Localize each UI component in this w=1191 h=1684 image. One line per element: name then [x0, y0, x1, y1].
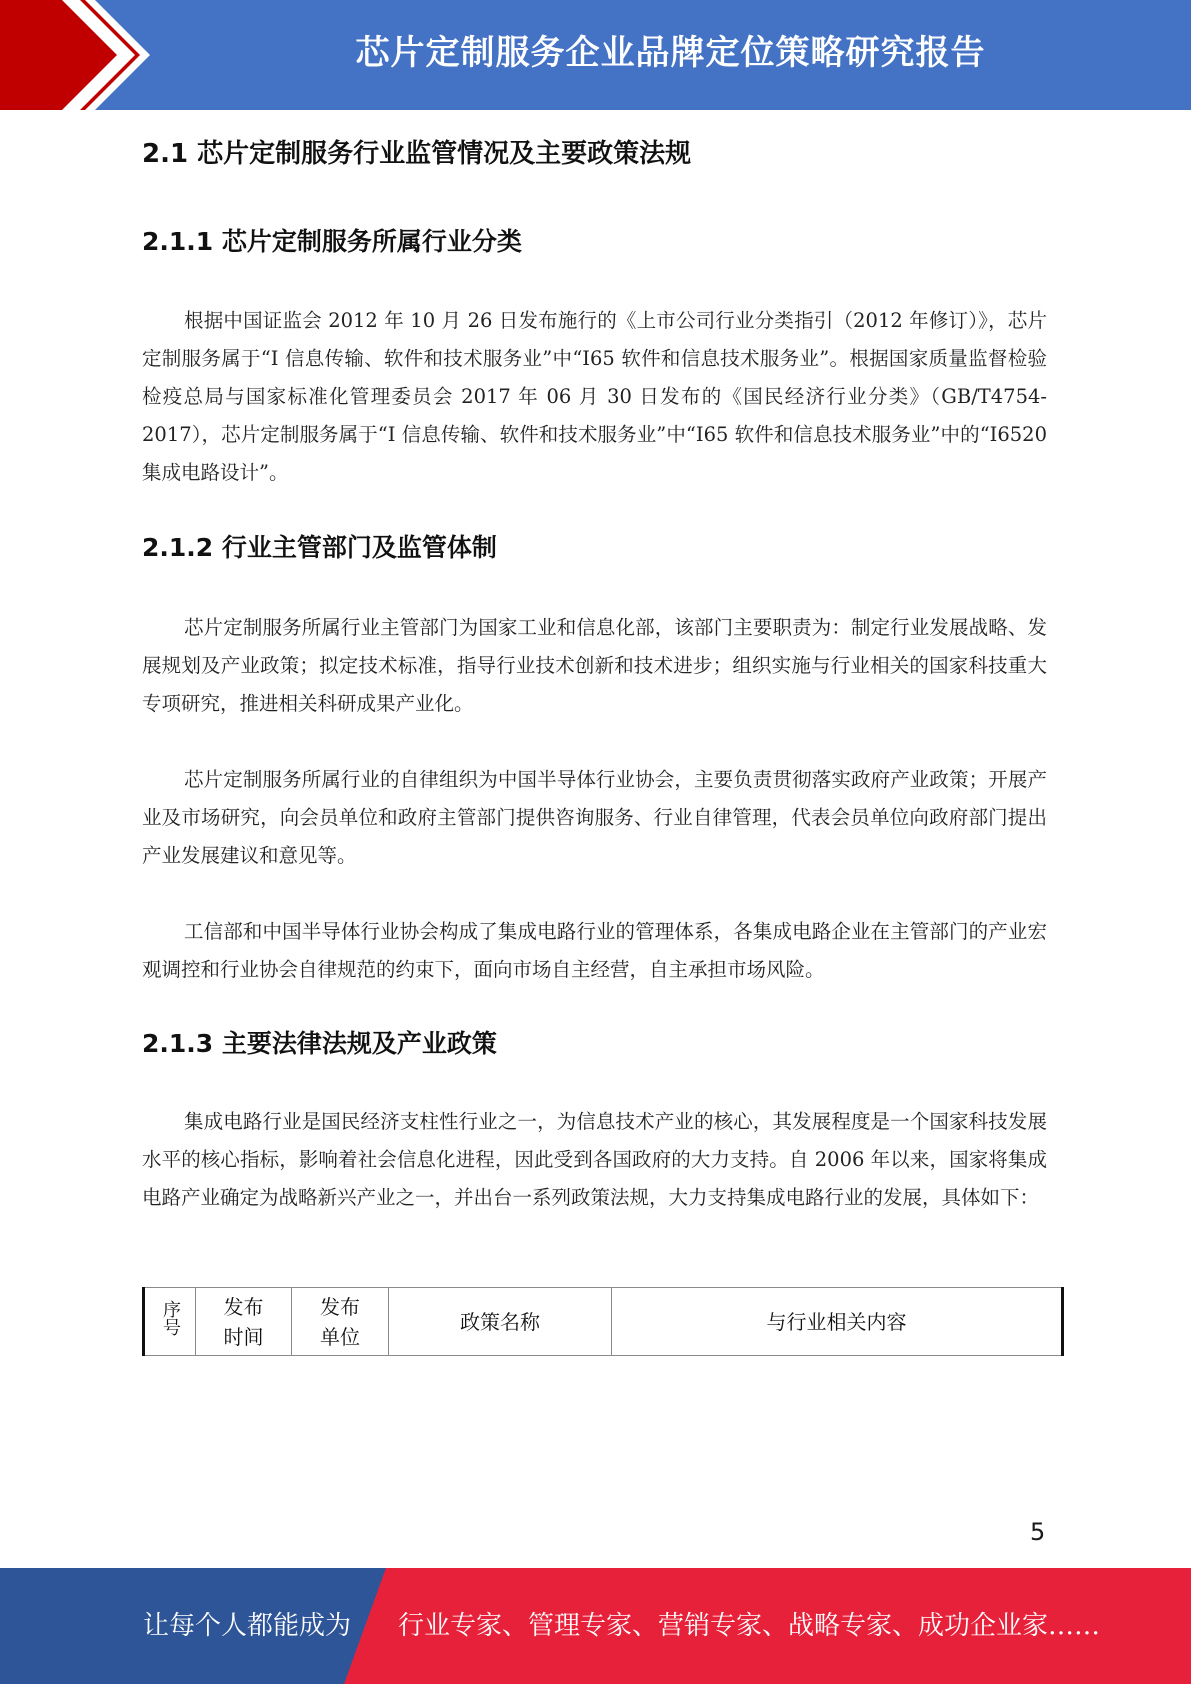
section-heading-2-1: 2.1 芯片定制服务行业监管情况及主要政策法规 [142, 139, 692, 169]
red-chevron-icon [0, 0, 160, 110]
paragraph-management-system: 工信部和中国半导体行业协会构成了集成电路行业的管理体系，各集成电路企业在主管部门的产业宏观调控和行业协会自律规范的约束下，面向市场自主经营，自主承担市场风险。 [142, 920, 1047, 981]
paragraph-regulator: 芯片定制服务所属行业主管部门为国家工业和信息化部，该部门主要职责为：制定行业发展战略、发展规划及产业政策；拟定技术标准，指导行业技术创新和技术进步；组织实施与行业相关的国家科技重大专项研究，推进相关科研成果产业化。 [142, 616, 1047, 715]
page-number: 5 [1030, 1518, 1046, 1546]
paragraph-self-regulation: 芯片定制服务所属行业的自律组织为中国半导体行业协会，主要负责贯彻落实政府产业政策；开展产业及市场研究，向会员单位和政府主管部门提供咨询服务、行业自律管理，代表会员单位向政府部门提出产业发展建议和意见等。 [142, 768, 1047, 867]
footer-slogan-left: 让每个人都能成为 [143, 1611, 352, 1641]
paragraph-classification: 根据中国证监会 2012 年 10 月 26 日发布施行的《上市公司行业分类指引（2012 年修订）》，芯片定制服务属于“I 信息传输、软件和技术服务业”中“I65 软件和信息技术服务业”。根据国家质量监督检验检疫总局与国家标准化管理委员会 2017 年 06 月 30 日发布的《国民经济行业分类》（GB/T4754-2017），芯片定制服务属于“I 信息传输、软件和技术服务业”中“I65 软件和信息技术服务业”中的“I6520 集成电路设计”。 [142, 309, 1047, 484]
header-seq [144, 1288, 196, 1356]
header-unit [292, 1288, 389, 1356]
policy-table [142, 1287, 1064, 1356]
section-heading-2-1-1: 2.1.1 芯片定制服务所属行业分类 [142, 227, 522, 256]
report-header-banner [0, 0, 1191, 110]
section-heading-2-1-2: 2.1.2 行业主管部门及监管体制 [142, 533, 497, 562]
footer-banner [0, 1568, 1191, 1684]
paragraph-policy-intro: 集成电路行业是国民经济支柱性行业之一，为信息技术产业的核心，其发展程度是一个国家科技发展水平的核心指标，影响着社会信息化进程，因此受到各国政府的大力支持。自 2006 年以来，国家将集成电路产业确定为战略新兴产业之一，并出台一系列政策法规，大力支持集成电路行业的发展，具体如下： [142, 1110, 1047, 1209]
section-heading-2-1-3: 2.1.3 主要法律法规及产业政策 [142, 1029, 497, 1058]
header-unit-line1: 发布 [320, 1294, 360, 1319]
header-date [196, 1288, 292, 1356]
header-related-content: 与行业相关内容 [612, 1288, 1063, 1356]
header-date-line2: 时间 [223, 1324, 264, 1349]
header-policy-name: 政策名称 [389, 1288, 612, 1356]
header-unit-line2: 单位 [320, 1324, 360, 1349]
header-date-line1: 发布 [223, 1294, 264, 1319]
footer-slogan-right: 行业专家、管理专家、营销专家、战略专家、成功企业家…… [398, 1611, 1101, 1641]
header-seq-label: 序号 [160, 1299, 181, 1336]
report-title: 芯片定制服务企业品牌定位策略研究报告 [355, 33, 986, 73]
table-header-row [144, 1288, 1063, 1356]
